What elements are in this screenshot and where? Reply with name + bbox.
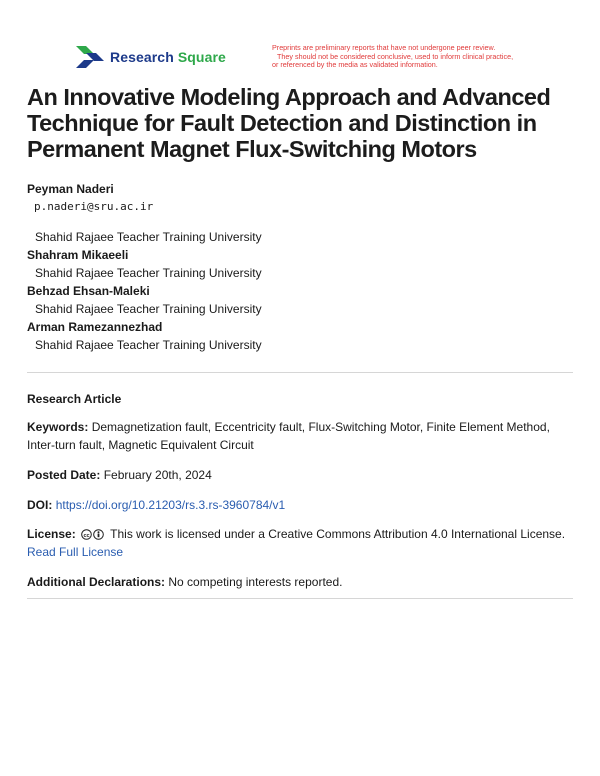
- preprint-notice-line: Preprints are preliminary reports that have not undergone peer review.: [272, 43, 496, 52]
- article-type: [27, 390, 573, 408]
- author-name[interactable]: Shahram Mikaeeli: [27, 248, 129, 262]
- brand-word-square: Square: [177, 49, 226, 65]
- research-square-logo-icon: [76, 46, 104, 68]
- author-affiliation: Shahid Rajaee Teacher Training University: [35, 338, 262, 352]
- paper-title-line: Permanent Magnet Flux-Switching Motors: [27, 136, 477, 162]
- research-square-logo[interactable]: [76, 46, 226, 68]
- doi: [27, 496, 573, 514]
- keywords-text: Demagnetization fault, Eccentricity fault, Flux-Switching Motor, Finite Element Method, Inter-turn fault, Magnetic Equivalent Circuit: [27, 420, 550, 452]
- declarations-value: No competing interests reported.: [168, 575, 343, 589]
- brand-name: [110, 49, 226, 65]
- author-name[interactable]: Arman Ramezannezhad: [27, 320, 163, 334]
- author-list: [27, 180, 575, 354]
- svg-text:cc: cc: [83, 532, 90, 539]
- paper-title-line: Technique for Fault Detection and Distinction in: [27, 110, 537, 136]
- creative-commons-by-icon: [81, 529, 105, 540]
- doi-label: DOI:: [27, 498, 53, 512]
- preprint-notice: [272, 44, 572, 70]
- author-name[interactable]: Peyman Naderi: [27, 182, 114, 196]
- author-email[interactable]: p.naderi@sru.ac.ir: [34, 200, 154, 213]
- additional-declarations: [27, 573, 573, 591]
- read-full-license-link[interactable]: Read Full License: [27, 545, 124, 559]
- page-header: [76, 43, 576, 76]
- posted-date-value: February 20th, 2024: [103, 468, 212, 482]
- preprint-notice-line: or referenced by the media as validated information.: [272, 60, 438, 70]
- keywords: [27, 418, 573, 454]
- posted-date: [27, 466, 573, 484]
- license: [27, 525, 573, 561]
- author-affiliation: Shahid Rajaee Teacher Training University: [35, 302, 262, 316]
- declarations-label: Additional Declarations:: [27, 575, 166, 589]
- article-type-label: Research Article: [27, 392, 122, 406]
- section-divider: [27, 372, 573, 373]
- license-text: This work is licensed under a Creative Commons Attribution 4.0 International License.: [110, 527, 566, 541]
- section-divider: [27, 598, 573, 599]
- keywords-label: Keywords:: [27, 420, 89, 434]
- preprint-notice-line: They should not be considered conclusive, used to inform clinical practice,: [277, 51, 514, 61]
- license-label: License:: [27, 527, 76, 541]
- doi-link[interactable]: https://doi.org/10.21203/rs.3.rs-3960784/v1: [55, 498, 286, 512]
- paper-title-line: An Innovative Modeling Approach and Advanced: [27, 84, 551, 110]
- posted-date-label: Posted Date:: [27, 468, 101, 482]
- paper-title: [27, 84, 575, 162]
- brand-word-research: Research: [110, 49, 174, 65]
- author-affiliation: Shahid Rajaee Teacher Training University: [35, 266, 262, 280]
- author-name[interactable]: Behzad Ehsan-Maleki: [27, 284, 150, 298]
- author-affiliation: Shahid Rajaee Teacher Training University: [35, 230, 262, 244]
